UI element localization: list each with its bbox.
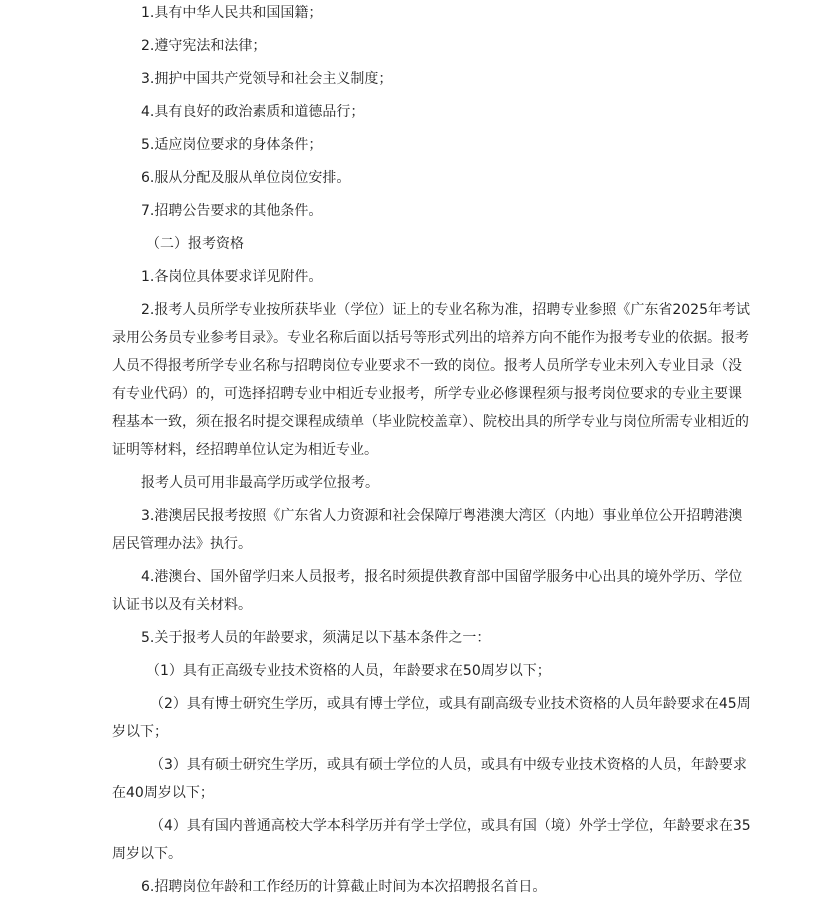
condition-3: 3.拥护中国共产党领导和社会主义制度； (141, 71, 393, 87)
qualification-3: 3.港澳居民报考按照《广东省人力资源和社会保障厅粤港澳大湾区（内地）事业单位公开招聘港澳居民管理办法》执行。 (112, 508, 743, 552)
qualification-6: 6.招聘岗位年龄和工作经历的计算截止时间为本次招聘报名首日。 (141, 879, 547, 895)
condition-1: 1.具有中华人民共和国国籍； (141, 5, 323, 21)
condition-2: 2.遵守宪法和法律； (141, 38, 267, 54)
qualification-1: 1.各岗位具体要求详见附件。 (141, 269, 323, 285)
document-body (112, 0, 752, 901)
condition-7: 7.招聘公告要求的其他条件。 (141, 203, 323, 219)
age-requirement-1: （1）具有正高级专业技术资格的人员，年龄要求在50周岁以下； (146, 663, 551, 679)
age-requirement-4: （4）具有国内普通高校大学本科学历并有学士学位，或具有国（境）外学士学位，年龄要求在35周岁以下。 (112, 818, 751, 862)
qualification-5: 5.关于报考人员的年龄要求，须满足以下基本条件之一： (141, 630, 491, 646)
section-heading: （二）报考资格 (146, 236, 244, 252)
condition-5: 5.适应岗位要求的身体条件； (141, 137, 323, 153)
age-requirement-3: （3）具有硕士研究生学历，或具有硕士学位的人员，或具有中级专业技术资格的人员，年龄要求在40周岁以下； (112, 757, 747, 801)
condition-4: 4.具有良好的政治素质和道德品行； (141, 104, 365, 120)
qualification-2: 2.报考人员所学专业按所获毕业（学位）证上的专业名称为准，招聘专业参照《广东省2025年考试录用公务员专业参考目录》。专业名称后面以括号等形式列出的培养方向不能作为报考专业的依据。报考人员不得报考所学专业名称与招聘岗位专业要求不一致的岗位。报考人员所学专业未列入专业目录（没有专业代码）的，可选择招聘专业中相近专业报考，所学专业必修课程须与报考岗位要求的专业主要课程基本一致，须在报名时提交课程成绩单（毕业院校盖章）、院校出具的所学专业与岗位所需专业相近的证明等材料，经招聘单位认定为相近专业。 (112, 302, 750, 458)
condition-6: 6.服从分配及服从单位岗位安排。 (141, 170, 351, 186)
qualification-2-note: 报考人员可用非最高学历或学位报考。 (141, 475, 379, 491)
qualification-4: 4.港澳台、国外留学归来人员报考，报名时须提供教育部中国留学服务中心出具的境外学历、学位认证书以及有关材料。 (112, 569, 743, 613)
age-requirement-2: （2）具有博士研究生学历，或具有博士学位，或具有副高级专业技术资格的人员年龄要求在45周岁以下； (112, 696, 751, 740)
